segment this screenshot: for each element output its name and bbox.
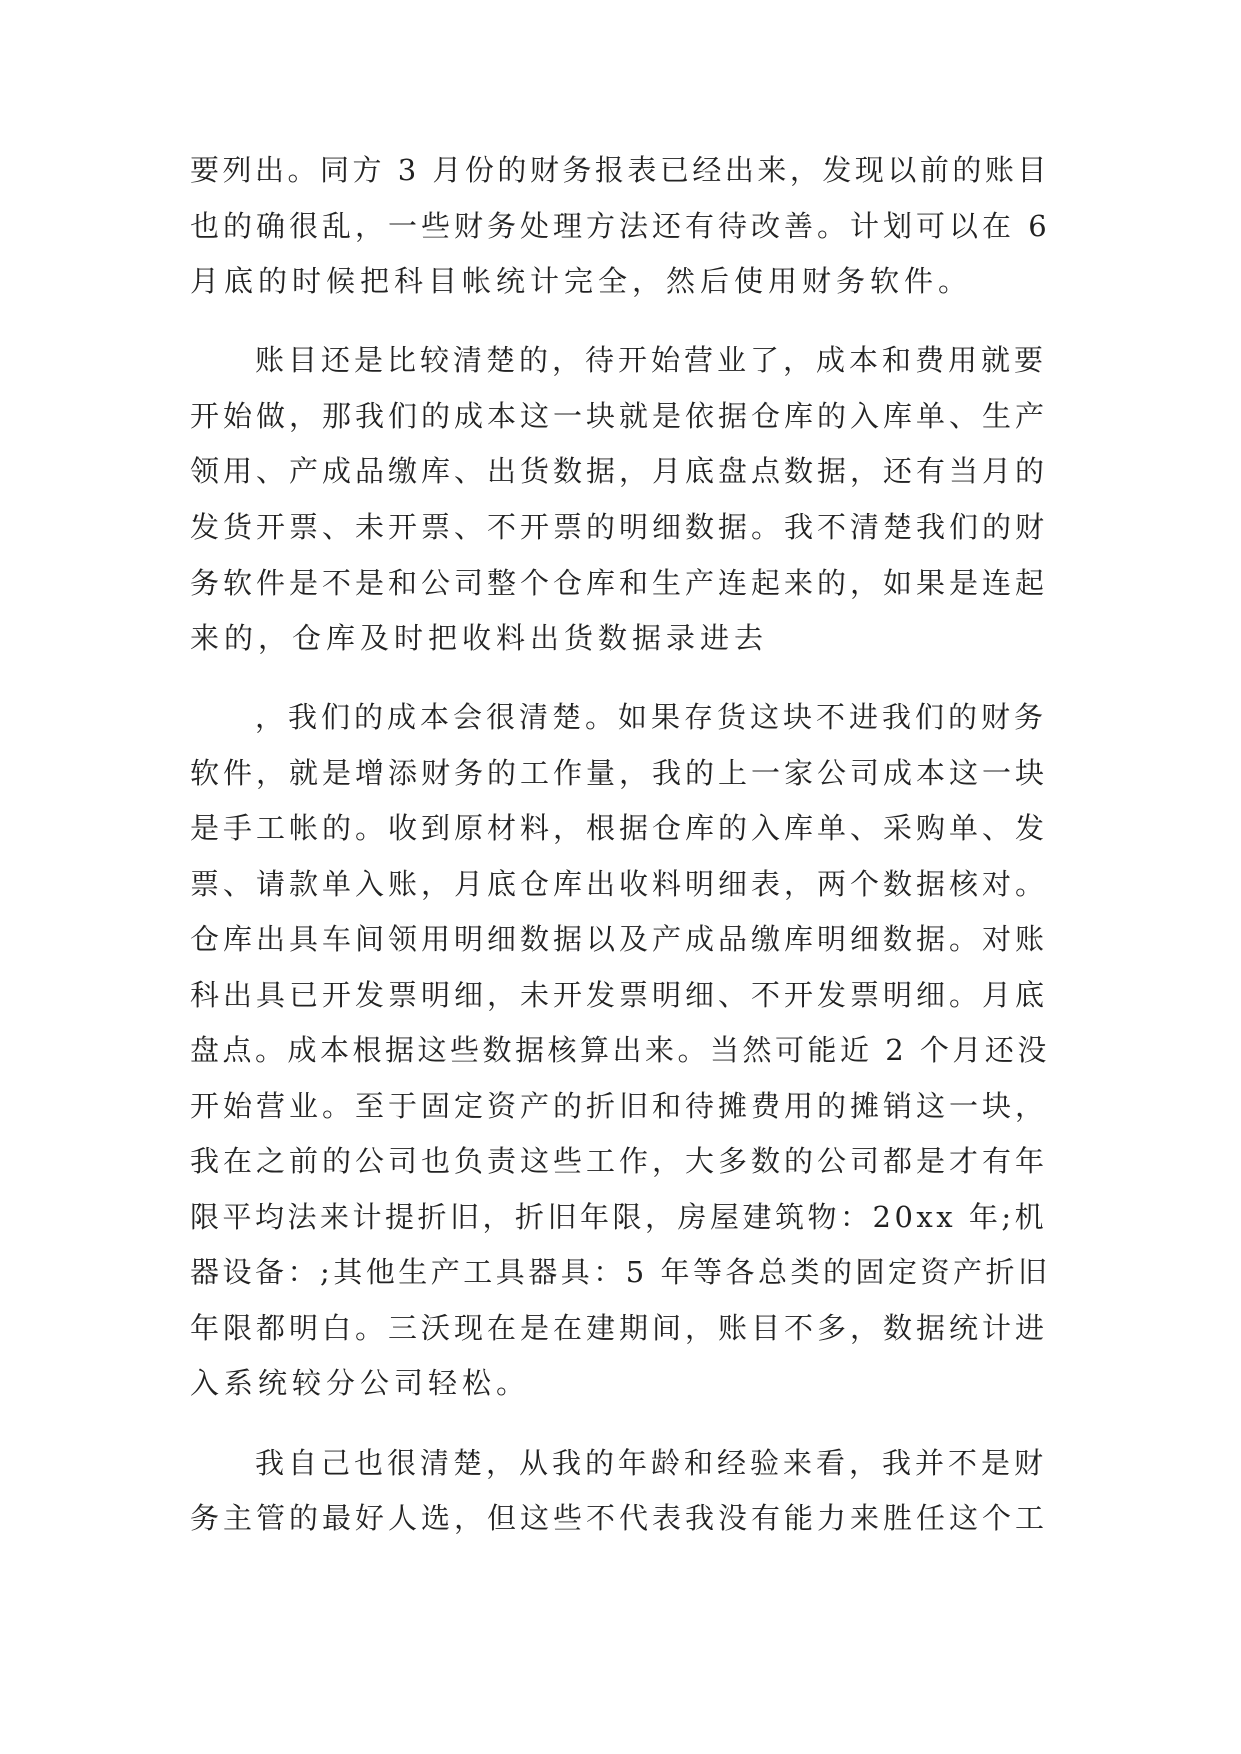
text-line: 开始营业。至于固定资产的折旧和待摊费用的摊销这一块， <box>190 1089 1049 1123</box>
text-line: 是手工帐的。收到原材料，根据仓库的入库单、采购单、发 <box>190 811 1049 845</box>
text-line: 要列出。同方 3 月份的财务报表已经出来，发现以前的账目 <box>190 153 1050 187</box>
text-line: 务软件是不是和公司整个仓库和生产连起来的，如果是连起 <box>190 566 1049 600</box>
text-line: 入系统较分公司轻松。 <box>190 1366 531 1400</box>
text-line: 也的确很乱，一些财务处理方法还有待改善。计划可以在 6 <box>190 209 1051 243</box>
text-line: 开始做，那我们的成本这一块就是依据仓库的入库单、生产 <box>190 399 1049 433</box>
text-line: 年限都明白。三沃现在是在建期间，账目不多，数据统计进 <box>190 1311 1049 1345</box>
text-line: 发货开票、未开票、不开票的明细数据。我不清楚我们的财 <box>190 510 1049 544</box>
text-line: 仓库出具车间领用明细数据以及产成品缴库明细数据。对账 <box>190 922 1049 956</box>
text-line: 月底的时候把科目帐统计完全，然后使用财务软件。 <box>190 264 973 298</box>
text-line: 科出具已开发票明细，未开发票明细、不开发票明细。月底 <box>190 978 1049 1012</box>
text-line: 盘点。成本根据这些数据核算出来。当然可能近 2 个月还没 <box>190 1033 1050 1067</box>
paragraph-first-line: 账目还是比较清楚的，待开始营业了，成本和费用就要 <box>255 343 1048 377</box>
text-line: 限平均法来计提折旧，折旧年限，房屋建筑物：20xx 年;机 <box>190 1200 1048 1234</box>
text-line: 票、请款单入账，月底仓库出收料明细表，两个数据核对。 <box>190 867 1049 901</box>
text-line: 软件，就是增添财务的工作量，我的上一家公司成本这一块 <box>190 756 1049 790</box>
text-line: 领用、产成品缴库、出货数据，月底盘点数据，还有当月的 <box>190 454 1049 488</box>
paragraph-first-line: 我自己也很清楚，从我的年龄和经验来看，我并不是财 <box>255 1446 1048 1480</box>
text-line: 器设备：;其他生产工具器具：5 年等各总类的固定资产折旧 <box>190 1255 1051 1289</box>
paragraph-first-line: ，我们的成本会很清楚。如果存货这块不进我们的财务 <box>255 700 1048 734</box>
text-line: 务主管的最好人选，但这些不代表我没有能力来胜任这个工 <box>190 1501 1049 1535</box>
text-line: 来的，仓库及时把收料出货数据录进去 <box>190 621 769 655</box>
text-line: 我在之前的公司也负责这些工作，大多数的公司都是才有年 <box>190 1144 1049 1178</box>
